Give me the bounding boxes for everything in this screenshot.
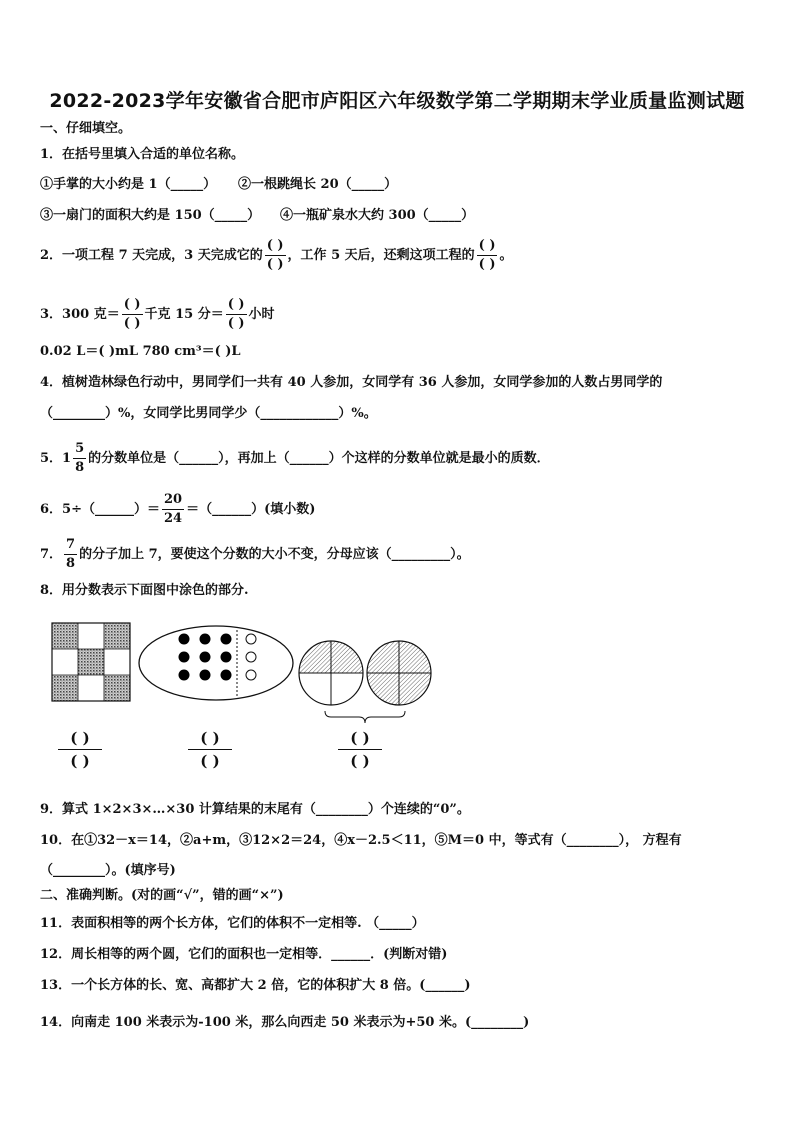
q2-frac2-num: ( ) (478, 238, 496, 253)
q3-text-2: 千克 15 分＝ (144, 306, 224, 322)
q8-answer-2 (186, 728, 234, 771)
q1-stem: 1．在括号里填入合适的单位名称。 (40, 147, 245, 162)
empty-dot (246, 652, 256, 662)
q1-part-b: ②一根跳绳长 20（_____） (238, 177, 398, 192)
q7-text-2: 的分子加上 7，要使这个分数的大小不变，分母应该（_________）。 (79, 546, 470, 562)
q7-frac-den: 8 (66, 556, 76, 571)
q6-text-2: ＝（______）(填小数) (186, 501, 316, 517)
filled-dot (221, 652, 232, 663)
question-5 (40, 441, 550, 476)
q8-answer-3 (336, 728, 384, 771)
filled-dot (221, 670, 232, 681)
brace (325, 711, 405, 723)
q5-fraction (73, 441, 86, 476)
q1-part-d: ④一瓶矿泉水大约 300（_____） (280, 208, 475, 223)
q2-fraction-1 (265, 238, 286, 273)
q2-frac2-den: ( ) (478, 257, 496, 272)
grid-cell-shaded (52, 623, 78, 649)
filled-dot (200, 670, 211, 681)
q2-text-2: ，工作 5 天后，还剩这项工程的 (287, 247, 475, 263)
q2-frac1-num: ( ) (266, 238, 284, 253)
question-12: 12．周长相等的两个圆，它们的面积也一定相等．______．(判断对错) (40, 947, 448, 962)
q8-ans2-den: ( ) (200, 752, 220, 770)
q10-line-2: （________）。(填序号) (40, 863, 176, 878)
q3-frac2-den: ( ) (227, 316, 245, 331)
q6-fraction (162, 492, 184, 527)
q8-answer-1 (56, 728, 104, 771)
q2-fraction-2 (477, 238, 498, 273)
question-13: 13．一个长方体的长、宽、高都扩大 2 倍，它的体积扩大 8 倍。(______) (40, 978, 471, 993)
filled-dot (179, 634, 190, 645)
filled-dot (179, 670, 190, 681)
q5-frac-num: 5 (75, 441, 85, 456)
section-1-heading: 一、仔细填空。 (40, 121, 132, 136)
q8-figure-grid (51, 622, 131, 702)
page-title: 2022-2023学年安徽省合肥市庐阳区六年级数学第二学期期末学业质量监测试题 (49, 90, 745, 112)
q2-text-3: 。 (499, 247, 513, 263)
q3-frac1-den: ( ) (123, 316, 141, 331)
q6-frac-num: 20 (163, 492, 183, 507)
q7-fraction (64, 537, 77, 572)
question-9: 9．算式 1×2×3×…×30 计算结果的末尾有（________）个连续的“0”。 (40, 802, 470, 817)
filled-dot (200, 652, 211, 663)
q3-frac1-num: ( ) (123, 297, 141, 312)
grid-cell-shaded (104, 675, 130, 701)
q3-line-2: 0.02 L＝( )mL 780 cm³＝( )L (40, 344, 241, 359)
empty-dot (246, 670, 256, 680)
q10-line-1: 10．在①32－x＝14，②a+m，③12×2＝24，④x－2.5＜11，⑤M＝0 中，等式有（________）， 方程有 (40, 833, 682, 848)
question-7 (40, 537, 470, 572)
q8-ans1-num: ( ) (70, 729, 90, 747)
filled-dot (200, 634, 211, 645)
question-2 (40, 238, 513, 273)
q6-frac-den: 24 (163, 511, 183, 526)
q5-text-1: 5．1 (40, 450, 72, 466)
q7-frac-num: 7 (66, 537, 76, 552)
q8-ans3-num: ( ) (350, 729, 370, 747)
empty-dot (246, 634, 256, 644)
q3-text-3: 小时 (248, 306, 275, 322)
question-6 (40, 492, 315, 527)
q8-stem: 8．用分数表示下面图中涂色的部分. (40, 583, 249, 598)
question-11: 11．表面积相等的两个长方体，它们的体积不一定相等. （_____） (40, 916, 425, 931)
grid-cell-shaded (52, 675, 78, 701)
q5-frac-den: 8 (75, 460, 85, 475)
question-14: 14．向南走 100 米表示为-100 米，那么向西走 50 米表示为+50 米。(________) (40, 1015, 530, 1030)
q7-text-1: 7． (40, 546, 63, 562)
grid-cell-shaded (104, 623, 130, 649)
q5-text-2: 的分数单位是（______），再加上（______）个这样的分数单位就是最小的质数． (88, 450, 550, 466)
q2-text-1: 2．一项工程 7 天完成，3 天完成它的 (40, 247, 263, 263)
filled-dot (179, 652, 190, 663)
question-3 (40, 297, 275, 332)
q3-text-1: 3．300 克＝ (40, 306, 120, 322)
q8-figure-ellipse (137, 624, 295, 702)
q4-line-1: 4．植树造林绿色行动中，男同学们一共有 40 人参加，女同学有 36 人参加，女同学参加的人数占男同学的 (40, 375, 663, 390)
q2-frac1-den: ( ) (266, 257, 284, 272)
q8-ans2-num: ( ) (200, 729, 220, 747)
q3-frac2-num: ( ) (227, 297, 245, 312)
q8-ans1-den: ( ) (70, 752, 90, 770)
q8-figure-circles (297, 637, 437, 737)
grid-cell-shaded (78, 649, 104, 675)
q4-line-2: （________）%，女同学比男同学少（____________）%。 (40, 406, 377, 421)
section-2-heading: 二、准确判断。(对的画“√”，错的画“×”) (40, 888, 284, 903)
q1-part-c: ③一扇门的面积大约是 150（_____） (40, 208, 261, 223)
q3-fraction-1 (122, 297, 143, 332)
filled-dot (221, 634, 232, 645)
q8-ans3-den: ( ) (350, 752, 370, 770)
q3-fraction-2 (226, 297, 247, 332)
q6-text-1: 6．5÷（______）＝ (40, 501, 160, 517)
q1-part-a: ①手掌的大小约是 1（_____） (40, 177, 217, 192)
